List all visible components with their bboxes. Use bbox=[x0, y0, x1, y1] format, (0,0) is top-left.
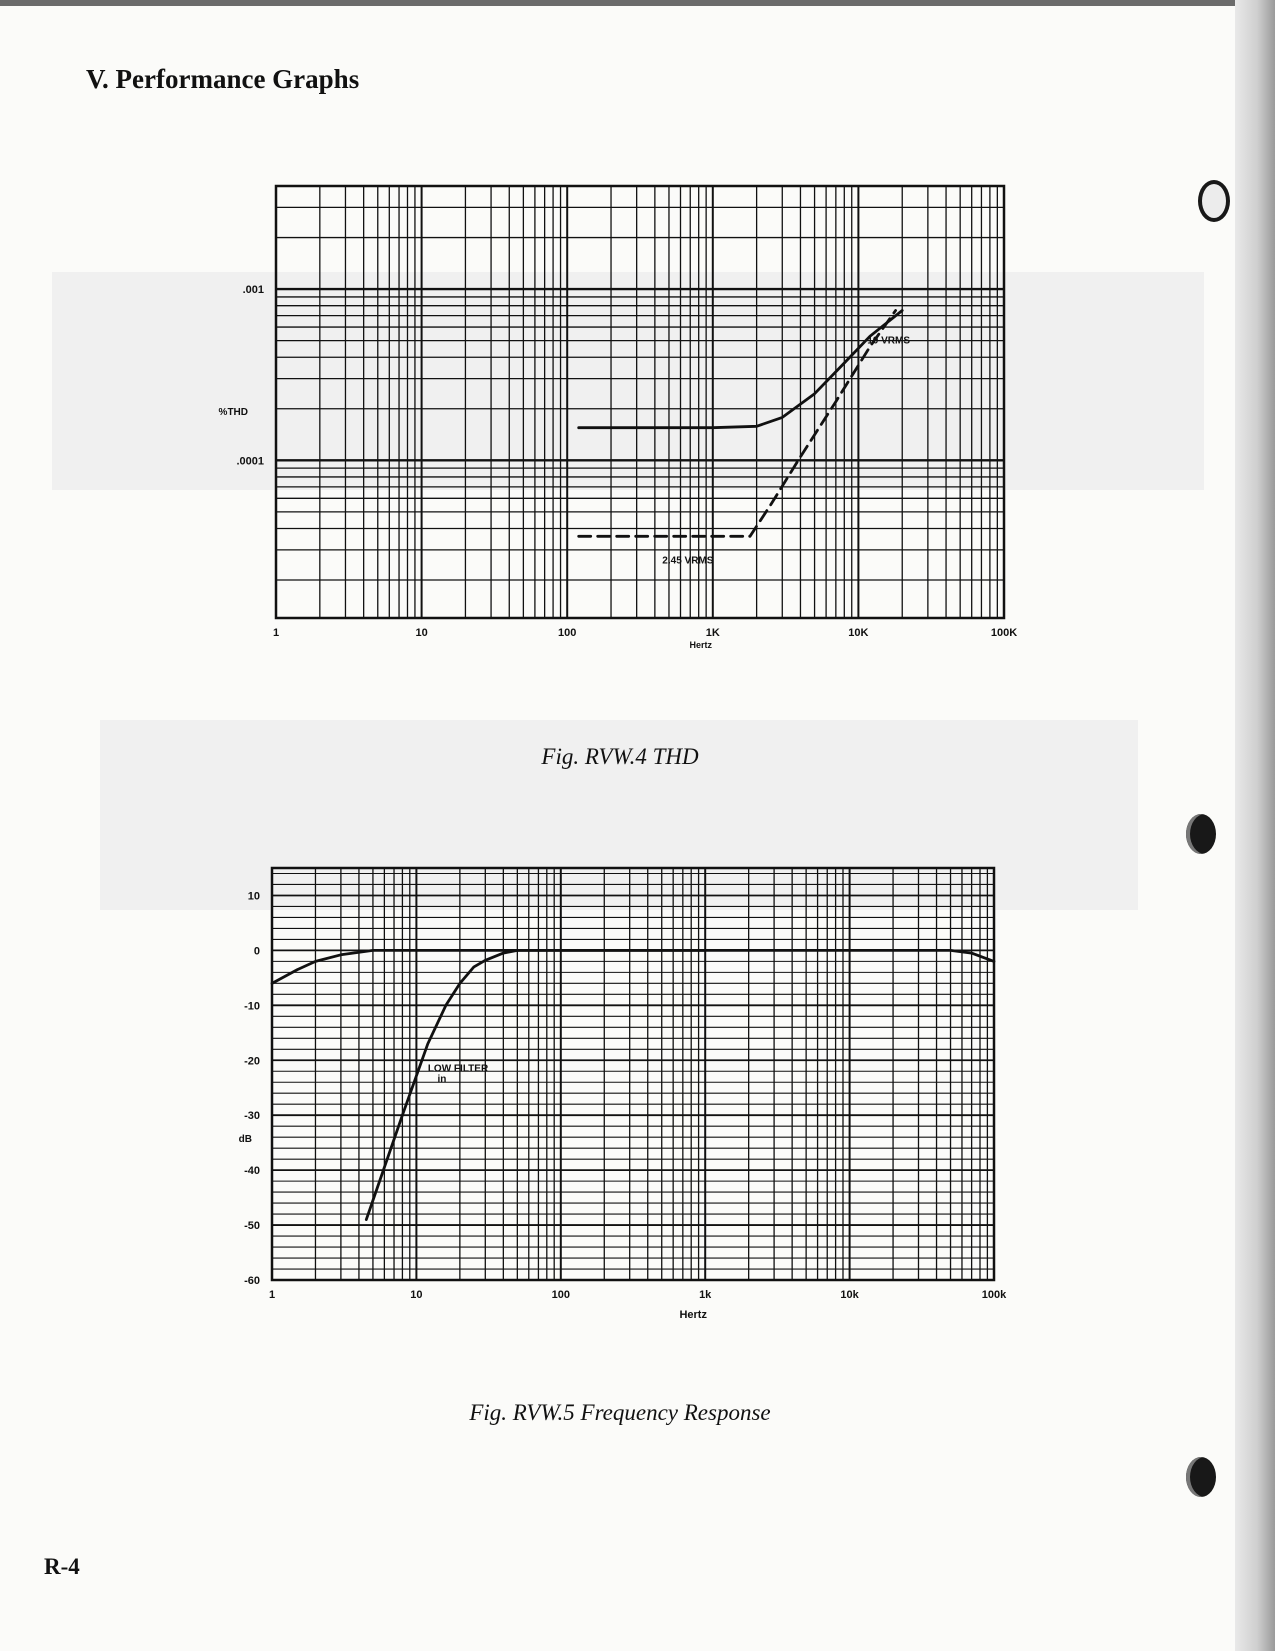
fr-series-line bbox=[272, 950, 994, 983]
page-number: R-4 bbox=[44, 1554, 80, 1579]
y-tick-label: -30 bbox=[244, 1110, 260, 1123]
plot-frame bbox=[272, 868, 994, 1280]
x-tick-label: 100 bbox=[558, 627, 577, 639]
fr-labels bbox=[239, 890, 1007, 1321]
y-tick-label: -10 bbox=[244, 1000, 260, 1013]
annotation-label: LOW FILTER bbox=[427, 1063, 489, 1075]
x-axis-label: Hertz bbox=[689, 640, 713, 650]
x-tick-label: 1 bbox=[268, 1289, 276, 1301]
x-axis-label: Hertz bbox=[679, 1309, 707, 1321]
fr-grid bbox=[272, 868, 994, 1280]
page-heading: V. Performance Graphs bbox=[86, 64, 360, 94]
annotation-label: 10 VRMS bbox=[867, 335, 911, 347]
x-tick-label: 100k bbox=[981, 1289, 1007, 1301]
fr-series bbox=[272, 950, 994, 1219]
y-tick-label: -40 bbox=[244, 1165, 260, 1178]
y-tick-label: -50 bbox=[244, 1220, 260, 1233]
x-tick-label: 10 bbox=[410, 1289, 423, 1301]
y-axis-label: dB bbox=[238, 1134, 252, 1145]
y-tick-label: -60 bbox=[244, 1275, 260, 1287]
y-tick-label: .001 bbox=[242, 284, 264, 297]
fig4-caption: Fig. RVW.4 THD bbox=[541, 744, 699, 769]
fig5-caption: Fig. RVW.5 Frequency Response bbox=[469, 1400, 771, 1425]
y-tick-label: 0 bbox=[253, 945, 260, 958]
y-tick-label: 10 bbox=[247, 890, 260, 903]
x-tick-label: 1k bbox=[699, 1289, 712, 1301]
x-tick-label: 10 bbox=[415, 627, 428, 639]
x-tick-label: 10K bbox=[848, 627, 869, 639]
y-tick-label: -20 bbox=[244, 1055, 260, 1068]
annotation-label: in bbox=[437, 1074, 447, 1086]
y-tick-label: .0001 bbox=[236, 455, 264, 468]
y-axis-label: %THD bbox=[218, 407, 248, 418]
x-tick-label: 100 bbox=[551, 1289, 570, 1301]
x-tick-label: 1K bbox=[705, 627, 720, 639]
x-tick-label: 10k bbox=[840, 1289, 859, 1301]
x-tick-label: 1 bbox=[272, 627, 280, 639]
annotation-label: 2.45 VRMS bbox=[662, 555, 714, 567]
x-tick-label: 100K bbox=[990, 627, 1018, 639]
